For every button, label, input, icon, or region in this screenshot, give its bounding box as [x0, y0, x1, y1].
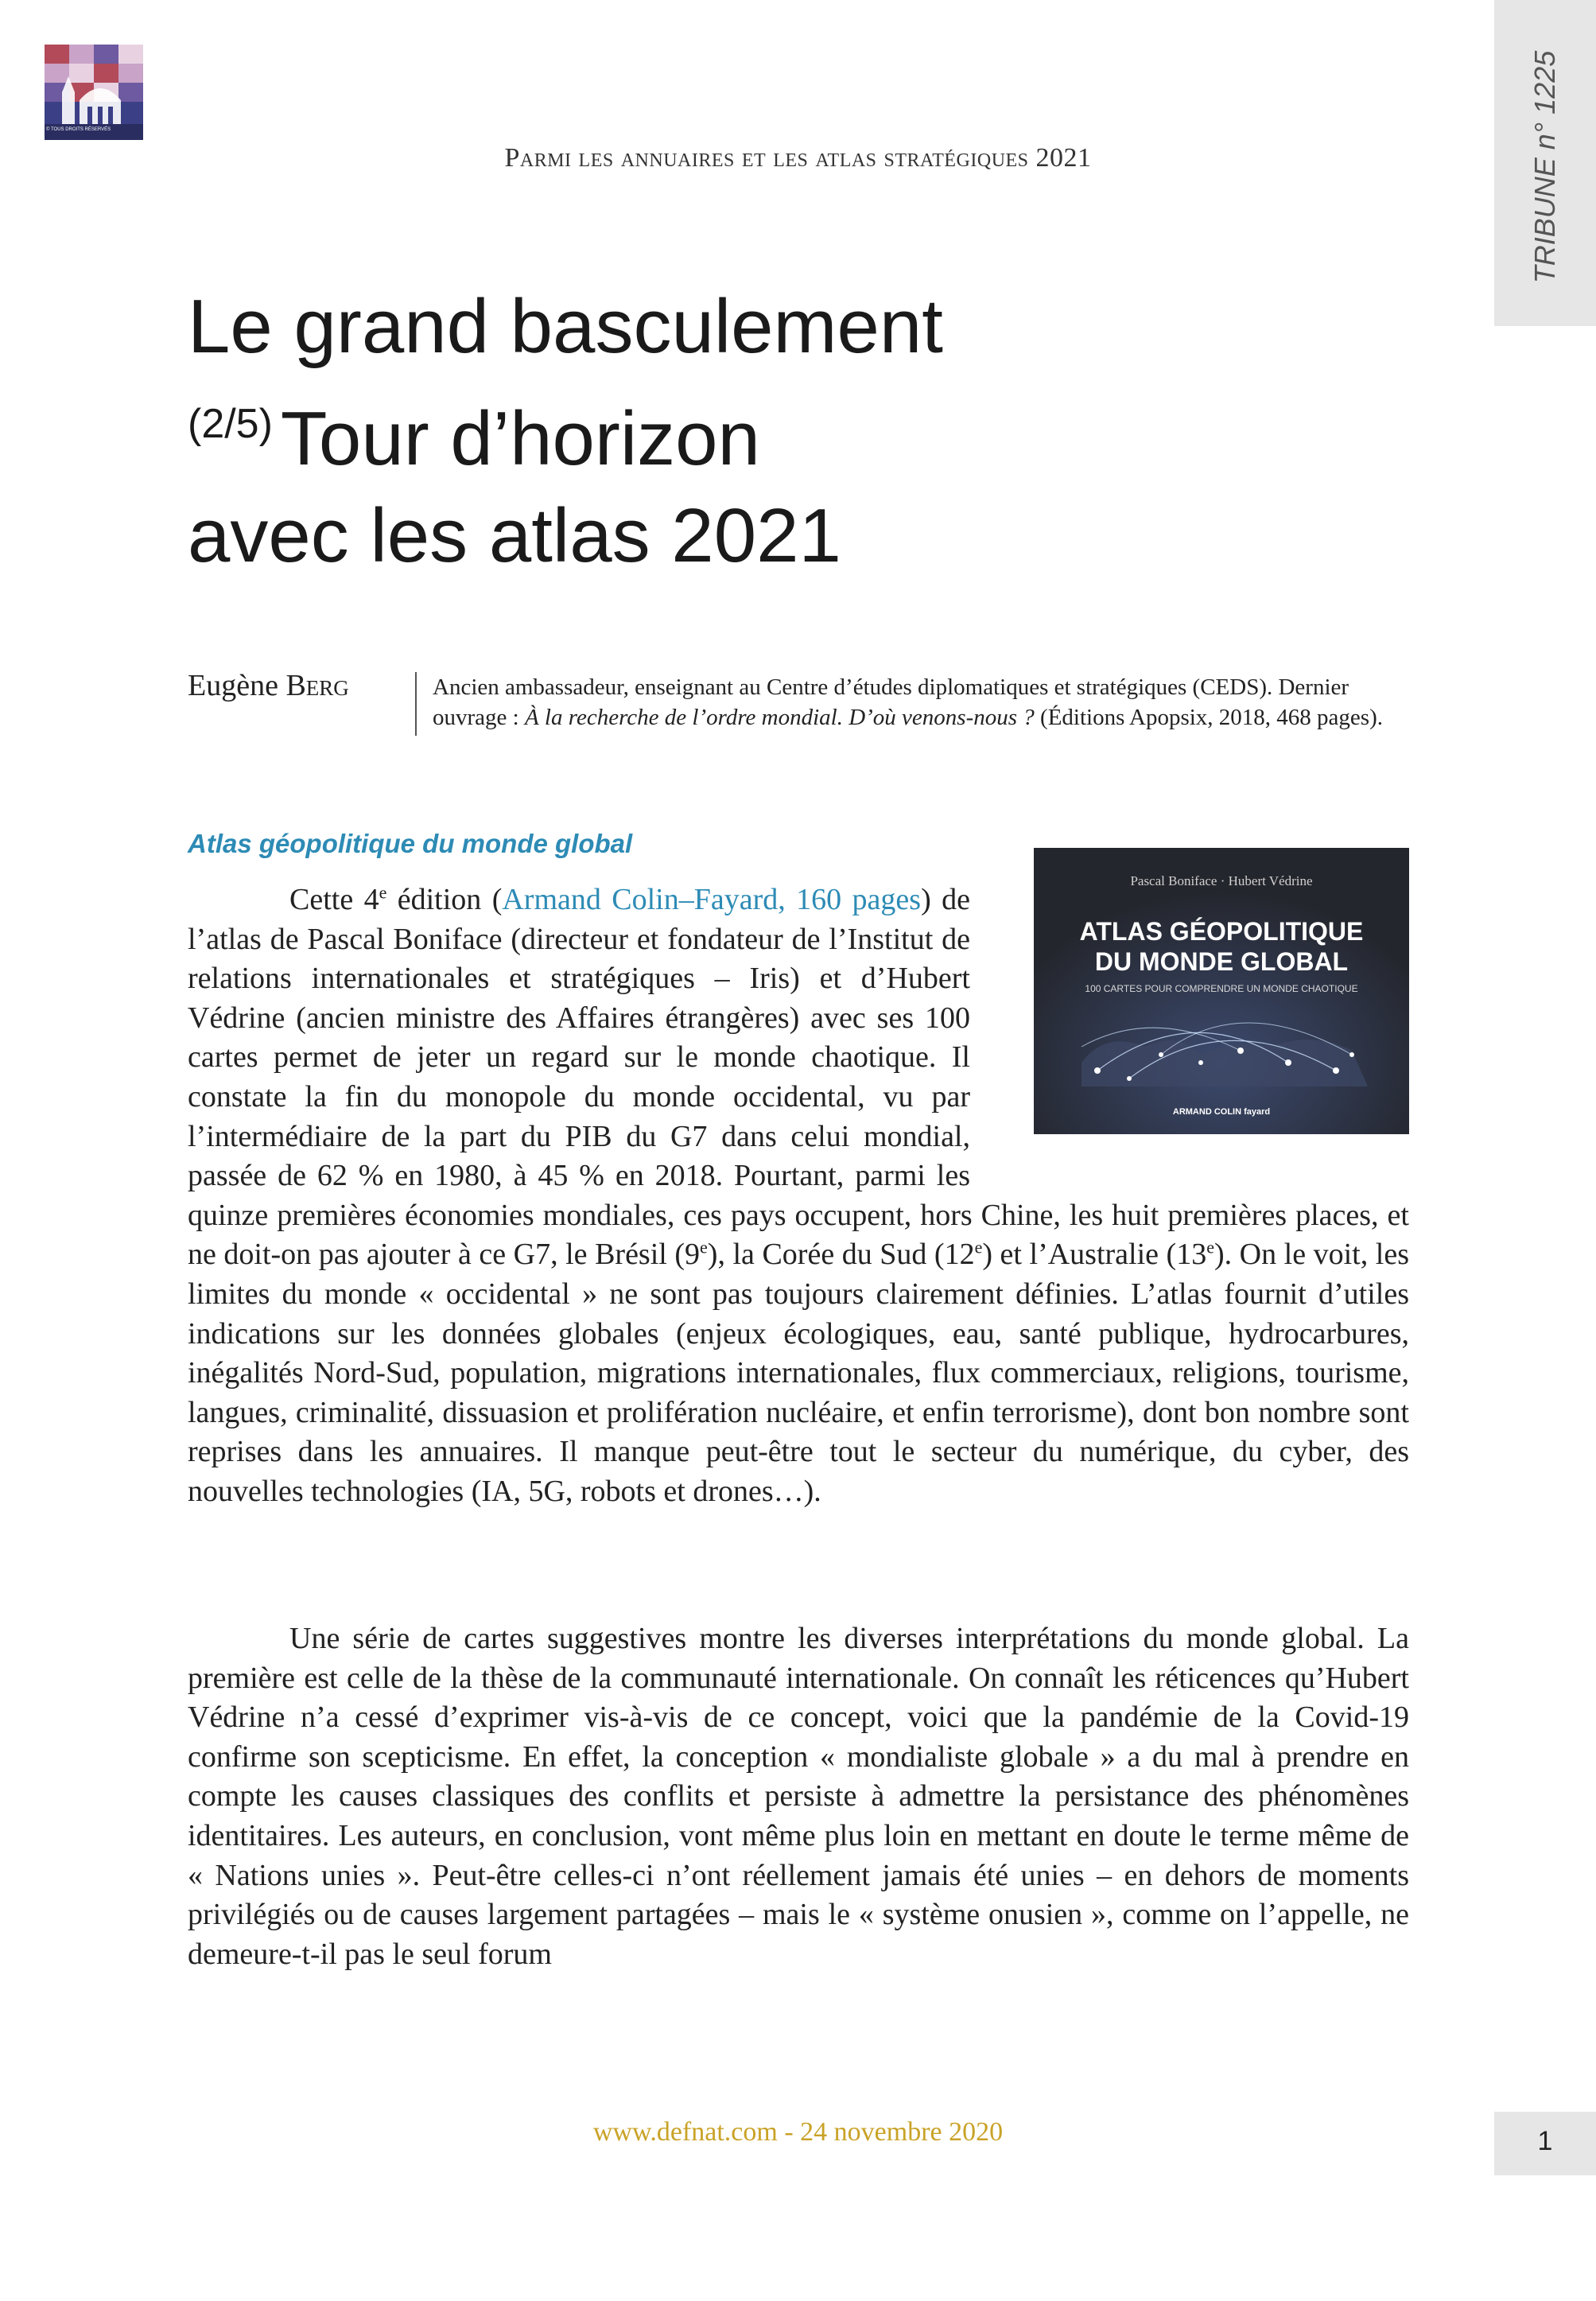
cover-subtitle: 100 CARTES POUR COMPRENDRE UN MONDE CHAOTIQUE — [1085, 983, 1358, 994]
page-number-box — [1494, 2112, 1596, 2175]
bio-suffix: (Éditions Apopsix, 2018, 468 pages). — [1034, 705, 1383, 730]
cover-title-line-2: DU MONDE GLOBAL — [1094, 947, 1349, 976]
paragraph-2 — [188, 1619, 1409, 1974]
p1-sup-2: e — [700, 1237, 708, 1257]
author-name — [188, 668, 349, 703]
p1-text-f: ). On le voit, les limites du monde « occidental » ne sont pas toujours clairement définies. L’atlas fournit d’utiles indications sur les données globales (enjeux écologiques, eau, santé publique, hydrocarbures, inégalités Nord-Sud, population, migrations internationales, flux commerciaux, religions, tourisme, langues, criminalité, dissuasion et prolifération nucléaire, et enfin terrorisme), dont bon nombre sont reprises dans les annuaires. Il manque peut-être tout le secteur du numérique, du cyber, des nouvelles technologies (IA, 5G, robots et drones…). — [188, 1238, 1409, 1508]
title-part-number: (2/5) — [188, 401, 273, 447]
author-last-name: Berg — [285, 669, 349, 702]
bio-book-title: À la recherche de l’ordre mondial. D’où venons-nous ? — [524, 705, 1035, 730]
title-line-3: avec les atlas 2021 — [188, 493, 841, 578]
p1-text-d: ), la Corée du Sud (12 — [707, 1238, 975, 1272]
publisher-link[interactable]: Armand Colin–Fayard, 160 pages — [502, 883, 922, 916]
article-title — [188, 278, 1301, 585]
cover-authors: Pascal Boniface · Hubert Védrine — [1130, 873, 1313, 888]
p1-text-e: ) et l’Australie (13 — [982, 1238, 1207, 1272]
title-line-1: Le grand basculement — [188, 284, 943, 369]
p2-text: Une série de cartes suggestives montre les diverses interprétations du monde global. La première est celle de la thèse de la communauté internationale. On connaît les réticences qu’Hubert Védrine n’a cessé d’exprimer vis-à-vis de ce concept, voici que la pandémie de la Covid-19 confirme son scepticisme. En effet, la conception « mondialiste globale » a du mal à prendre en compte les causes classiques des conflits et persiste à admettre la persistance des phénomènes identitaires. Les auteurs, en conclusion, vont même plus loin en mettant en doute le terme même de « Nations unies ». Peut-être celles-ci n’ont réellement jamais été unies – en dehors de moments privilégiés ou de causes largement partagées – mais le « système onusien », comme on l’appelle, ne demeure-t-il pas le seul forum — [188, 1622, 1409, 1971]
cover-title-line-1: ATLAS GÉOPOLITIQUE — [1079, 917, 1364, 946]
tribune-label: TRIBUNE n° 1225 — [1528, 50, 1561, 284]
cover-spacer — [970, 880, 1409, 1195]
logo-caption: © TOUS DROITS RÉSERVÉS — [46, 127, 111, 132]
author-first-name: Eugène — [188, 669, 286, 702]
page-number: 1 — [1537, 2126, 1553, 2156]
p1-sup-1: e — [379, 882, 387, 903]
cover-publisher: ARMAND COLIN fayard — [1172, 1107, 1271, 1117]
p1-text-c: ) de l’atlas de Pascal Boniface (directeur et fondateur de l’Institut de relations internationales et stratégiques – Iris) et d’Hubert Védrine (ancien ministre des Affaires étrangères) avec ses 100 cartes permet de jeter un regard sur le monde chaotique. Il constate la fin du monopole du monde occidental, vu par l’intermédiaire de la part du PIB du G7 dans celui mondial, passée de 62 % en 1980, à 45 % en 2018. Pourtant, parmi les quinze premières économies mondiales, ces pays occupent, hors Chine, les huit premières places, et ne doit-on pas ajouter à ce G7, le Brésil (9 — [188, 883, 1409, 1272]
p1-text-b: édition ( — [386, 883, 503, 916]
running-head: Parmi les annuaires et les atlas stratégiques 2021 — [504, 143, 1092, 173]
paragraph-1 — [188, 880, 1409, 1512]
footer-url-date[interactable]: www.defnat.com - 24 novembre 2020 — [592, 2117, 1004, 2147]
author-bio — [433, 672, 1411, 733]
p1-text-a: Cette 4 — [289, 883, 379, 916]
bio-prefix: Ancien ambassadeur, enseignant au Centre d’études diplomatiques et stratégiques (CEDS). Dernier ouvrage : — [433, 674, 1349, 730]
title-line-2: Tour d’horizon — [280, 396, 760, 481]
section-heading: Atlas géopolitique du monde global — [188, 829, 633, 858]
cathedral-logo-icon — [45, 45, 143, 140]
p1-sup-3: e — [974, 1237, 983, 1257]
author-divider — [415, 672, 417, 736]
p1-sup-4: e — [1206, 1237, 1214, 1257]
